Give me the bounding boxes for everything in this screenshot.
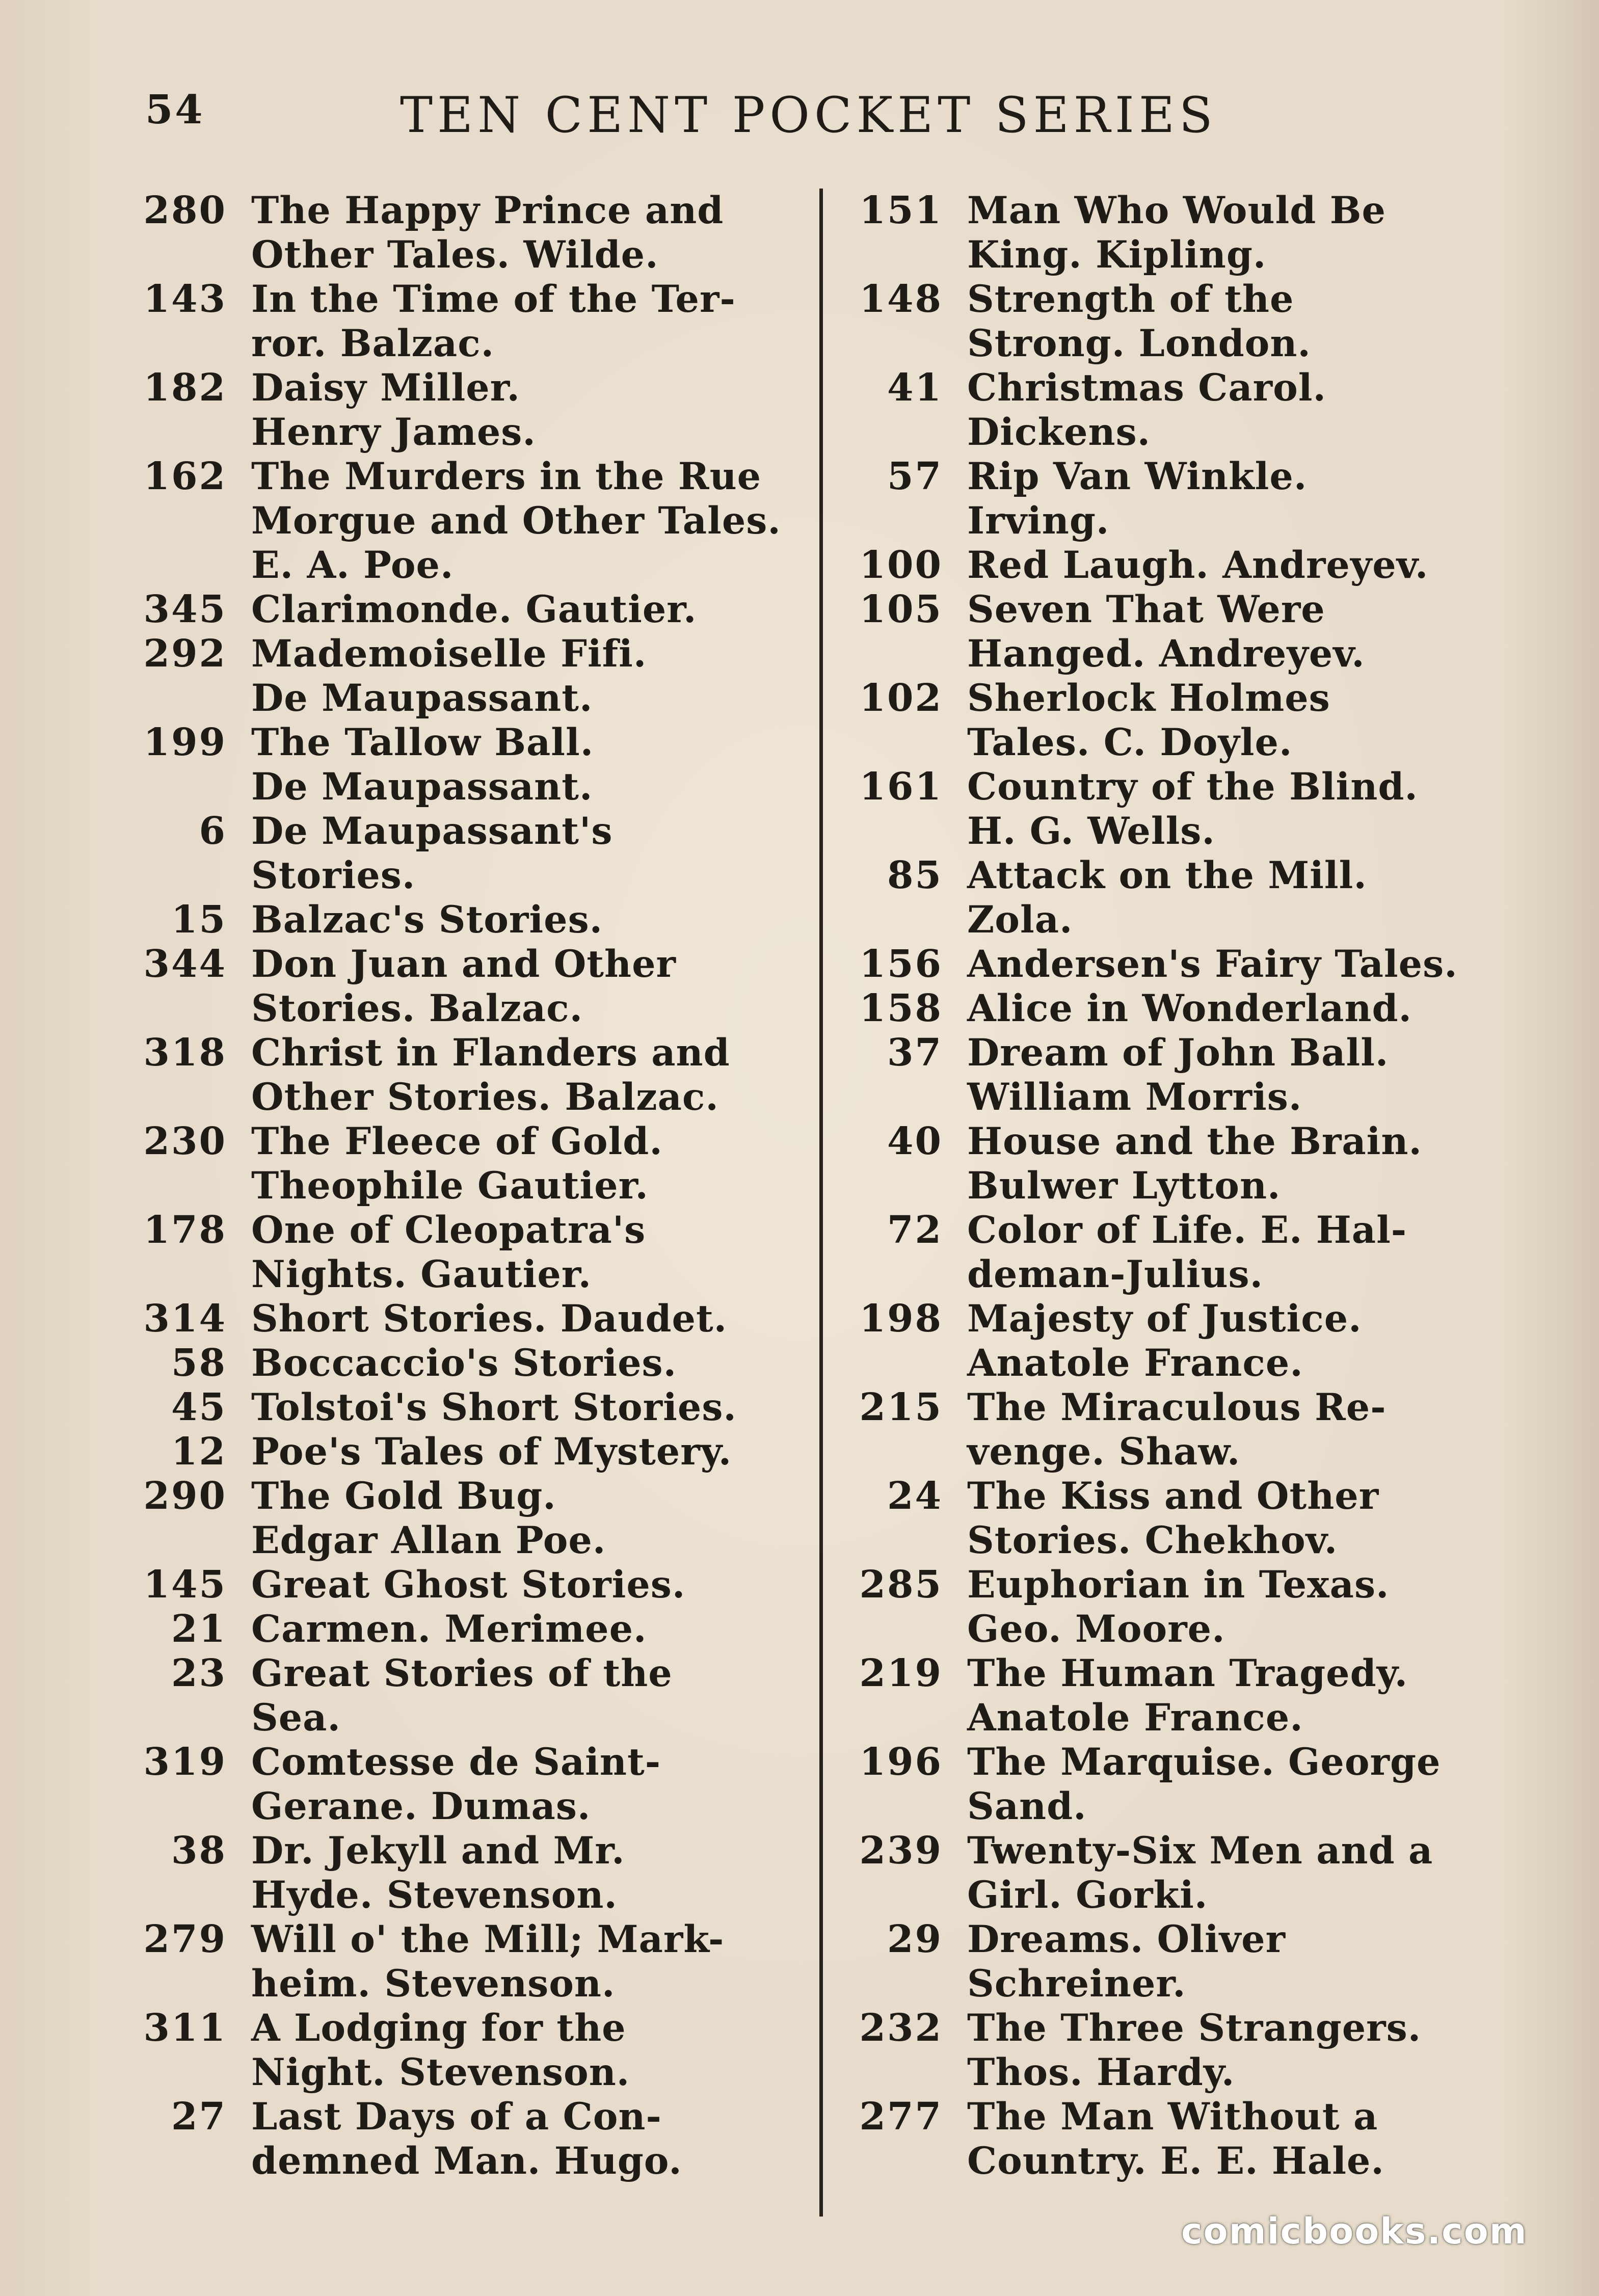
catalog-entry [127, 720, 790, 809]
entry-title [227, 809, 790, 898]
entry-line: Henry James. [251, 410, 536, 454]
entry-number: 161 [859, 765, 943, 809]
entry-number: 162 [143, 455, 227, 498]
entry-number: 182 [143, 366, 227, 410]
entry-number: 37 [887, 1031, 943, 1075]
entry-line: Morgue and Other Tales. [251, 499, 781, 543]
entry-line: Hyde. Stevenson. [251, 1873, 618, 1917]
page-header [0, 87, 1599, 148]
entry-line: Gerane. Dumas. [251, 1784, 591, 1828]
entry-title [227, 942, 790, 1031]
entry-line: A Lodging for the [251, 2006, 626, 2050]
entry-title [227, 1385, 790, 1430]
entry-line: Tolstoi's Short Stories. [251, 1385, 737, 1429]
entry-line: Edgar Allan Poe. [251, 1518, 606, 1562]
entry-title [227, 1208, 790, 1297]
catalog-entry [846, 1651, 1518, 1740]
catalog-entry [846, 1740, 1518, 1829]
catalog-entry [846, 1031, 1518, 1119]
entry-title [227, 1829, 790, 1917]
catalog-entry [127, 1740, 790, 1829]
entry-title [227, 588, 790, 632]
catalog-entry [846, 942, 1518, 986]
catalog-entry [846, 1829, 1518, 1917]
left-column [127, 189, 790, 2183]
catalog-entry [127, 2095, 790, 2183]
entry-title [943, 1474, 1518, 1563]
entry-line: Stories. Balzac. [251, 986, 583, 1030]
entry-number: 277 [859, 2095, 943, 2139]
entry-number: 314 [143, 1297, 227, 1341]
entry-number: 102 [859, 676, 943, 720]
entry-title [943, 455, 1518, 543]
entry-line: Anatole France. [967, 1341, 1303, 1385]
entry-number: 15 [171, 898, 227, 942]
entry-line: Dream of John Ball. [967, 1031, 1389, 1075]
entry-title [943, 1208, 1518, 1297]
entry-line: The Three Strangers. [967, 2006, 1422, 2050]
entry-number: 319 [143, 1740, 227, 1784]
entry-line: Poe's Tales of Mystery. [251, 1430, 732, 1474]
entry-line: Christmas Carol. [967, 366, 1326, 410]
entry-line: E. A. Poe. [251, 543, 454, 587]
entry-title [943, 543, 1518, 588]
entry-line: Sherlock Holmes [967, 676, 1330, 720]
entry-title [943, 2095, 1518, 2183]
entry-number: 145 [143, 1563, 227, 1607]
entry-title [227, 1031, 790, 1119]
entry-number: 158 [859, 986, 943, 1030]
entry-line: De Maupassant. [251, 676, 593, 720]
catalog-entry [127, 1208, 790, 1297]
entry-line: William Morris. [967, 1075, 1302, 1119]
entry-title [227, 720, 790, 809]
entry-line: Thos. Hardy. [967, 2050, 1235, 2094]
entry-number: 40 [887, 1119, 943, 1163]
catalog-entry [127, 632, 790, 720]
catalog-entry [127, 1829, 790, 1917]
entry-number: 21 [171, 1607, 227, 1651]
catalog-entry [127, 1474, 790, 1563]
catalog-entry [846, 853, 1518, 942]
entry-line: The Gold Bug. [251, 1474, 556, 1518]
entry-number: 24 [887, 1474, 943, 1518]
column-divider [819, 189, 823, 2217]
entry-number: 105 [859, 588, 943, 631]
entry-number: 290 [143, 1474, 227, 1518]
entry-title [227, 1607, 790, 1651]
entry-line: The Human Tragedy. [967, 1651, 1408, 1695]
entry-number: 151 [859, 189, 943, 232]
entry-line: The Happy Prince and [251, 189, 724, 232]
catalog-entry [127, 898, 790, 942]
entry-title [227, 1474, 790, 1563]
entry-line: Clarimonde. Gautier. [251, 588, 697, 631]
entry-number: 199 [143, 720, 227, 764]
entry-number: 12 [171, 1430, 227, 1474]
entry-line: Night. Stevenson. [251, 2050, 630, 2094]
entry-line: Twenty-Six Men and a [967, 1829, 1433, 1873]
entry-title [227, 1430, 790, 1474]
entry-line: The Murders in the Rue [251, 455, 762, 498]
entry-line: Country of the Blind. [967, 765, 1418, 809]
entry-line: The Kiss and Other [967, 1474, 1379, 1518]
entry-line: The Man Without a [967, 2095, 1378, 2139]
entry-number: 239 [859, 1829, 943, 1873]
catalog-entry [846, 1474, 1518, 1563]
entry-line: Will o' the Mill; Mark- [251, 1917, 725, 1961]
entry-line: venge. Shaw. [967, 1430, 1241, 1474]
entry-title [943, 1297, 1518, 1385]
entry-number: 232 [859, 2006, 943, 2050]
watermark: comicbooks.com [1181, 2210, 1528, 2252]
entry-number: 215 [859, 1385, 943, 1429]
entry-number: 100 [859, 543, 943, 587]
entry-title [943, 1829, 1518, 1917]
catalog-entry [127, 1119, 790, 1208]
catalog-entry [127, 1297, 790, 1341]
entry-number: 38 [171, 1829, 227, 1873]
catalog-entry [127, 809, 790, 898]
entry-number: 156 [859, 942, 943, 986]
entry-title [943, 1563, 1518, 1651]
entry-line: Dickens. [967, 410, 1151, 454]
entry-line: King. Kipling. [967, 233, 1267, 277]
entry-line: The Miraculous Re- [967, 1385, 1387, 1429]
entry-line: Color of Life. E. Hal- [967, 1208, 1407, 1252]
entry-number: 45 [171, 1385, 227, 1429]
entry-title [227, 277, 790, 366]
entry-title [227, 2006, 790, 2095]
entry-line: Strong. London. [967, 322, 1311, 365]
catalog-entry [127, 1031, 790, 1119]
catalog-entry [127, 1563, 790, 1607]
entry-line: Stories. [251, 853, 416, 897]
entry-title [227, 455, 790, 588]
entry-line: Christ in Flanders and [251, 1031, 730, 1075]
entry-line: Schreiner. [967, 1962, 1186, 2006]
entry-line: Other Stories. Balzac. [251, 1075, 719, 1119]
entry-number: 143 [143, 277, 227, 321]
entry-title [227, 189, 790, 277]
catalog-entry [846, 2006, 1518, 2095]
entry-line: Comtesse de Saint- [251, 1740, 661, 1784]
entry-number: 23 [171, 1651, 227, 1695]
entry-line: ror. Balzac. [251, 322, 495, 365]
entry-number: 318 [143, 1031, 227, 1075]
entry-title [943, 853, 1518, 942]
entry-title [943, 676, 1518, 765]
entry-line: In the Time of the Ter- [251, 277, 736, 321]
entry-line: Sea. [251, 1696, 341, 1740]
entry-line: Strength of the [967, 277, 1294, 321]
entry-number: 57 [887, 455, 943, 498]
entry-line: Country. E. E. Hale. [967, 2139, 1384, 2183]
entry-title [943, 1917, 1518, 2006]
entry-line: The Tallow Ball. [251, 720, 594, 764]
catalog-entry [846, 588, 1518, 676]
catalog-entry [127, 1917, 790, 2006]
catalog-entry [846, 2095, 1518, 2183]
entry-line: De Maupassant's [251, 809, 613, 853]
catalog-entry [846, 676, 1518, 765]
catalog-entry [846, 1208, 1518, 1297]
entry-line: The Fleece of Gold. [251, 1119, 663, 1163]
catalog-entry [846, 1563, 1518, 1651]
entry-number: 41 [887, 366, 943, 410]
entry-number: 344 [143, 942, 227, 986]
entry-title [943, 1651, 1518, 1740]
entry-line: Don Juan and Other [251, 942, 677, 986]
entry-number: 292 [143, 632, 227, 676]
entry-title [227, 2095, 790, 2183]
entry-title [227, 366, 790, 455]
entry-line: Seven That Were [967, 588, 1325, 631]
entry-line: heim. Stevenson. [251, 1962, 616, 2006]
entry-line: H. G. Wells. [967, 809, 1215, 853]
entry-title [943, 366, 1518, 455]
right-column [846, 189, 1518, 2183]
entry-line: Zola. [967, 898, 1073, 942]
entry-title [227, 1563, 790, 1607]
entry-title [227, 1297, 790, 1341]
catalog-entry [127, 588, 790, 632]
entry-line: Rip Van Winkle. [967, 455, 1308, 498]
entry-line: Attack on the Mill. [967, 853, 1367, 897]
entry-title [943, 1385, 1518, 1474]
catalog-entry [127, 942, 790, 1031]
catalog-entry [846, 1917, 1518, 2006]
entry-number: 58 [171, 1341, 227, 1385]
entry-number: 198 [859, 1297, 943, 1341]
entry-number: 280 [143, 189, 227, 232]
entry-line: Dreams. Oliver [967, 1917, 1286, 1961]
catalog-entry [846, 277, 1518, 366]
entry-line: Tales. C. Doyle. [967, 720, 1293, 764]
entry-number: 219 [859, 1651, 943, 1695]
catalog-entry [127, 189, 790, 277]
entry-number: 345 [143, 588, 227, 631]
entry-title [943, 1031, 1518, 1119]
entry-line: The Marquise. George [967, 1740, 1441, 1784]
entry-line: Nights. Gautier. [251, 1252, 592, 1296]
entry-line: De Maupassant. [251, 765, 593, 809]
entry-title [943, 942, 1518, 986]
catalog-entry [127, 1341, 790, 1385]
entry-line: House and the Brain. [967, 1119, 1422, 1163]
entry-number: 72 [887, 1208, 943, 1252]
entry-title [943, 765, 1518, 853]
entry-line: Mademoiselle Fifi. [251, 632, 647, 676]
entry-line: Andersen's Fairy Tales. [967, 942, 1458, 986]
entry-title [943, 986, 1518, 1031]
entry-title [227, 1119, 790, 1208]
entry-number: 85 [887, 853, 943, 897]
entry-line: Sand. [967, 1784, 1087, 1828]
entry-line: Majesty of Justice. [967, 1297, 1362, 1341]
entry-number: 148 [859, 277, 943, 321]
catalog-entry [846, 986, 1518, 1031]
entry-number: 6 [199, 809, 227, 853]
entry-title [943, 277, 1518, 366]
entry-line: Theophile Gautier. [251, 1164, 649, 1208]
entry-line: Hanged. Andreyev. [967, 632, 1365, 676]
entry-line: Bulwer Lytton. [967, 1164, 1281, 1208]
entry-title [943, 2006, 1518, 2095]
entry-line: Alice in Wonderland. [967, 986, 1412, 1030]
catalog-entry [846, 189, 1518, 277]
catalog-entry [127, 366, 790, 455]
entry-line: Last Days of a Con- [251, 2095, 662, 2139]
entry-number: 178 [143, 1208, 227, 1252]
entry-number: 285 [859, 1563, 943, 1607]
entry-number: 29 [887, 1917, 943, 1961]
entry-title [227, 1651, 790, 1740]
entry-title [943, 1119, 1518, 1208]
entry-title [943, 189, 1518, 277]
catalog-entry [846, 543, 1518, 588]
entry-line: Euphorian in Texas. [967, 1563, 1390, 1607]
entry-number: 311 [143, 2006, 227, 2050]
catalog-entry [846, 1119, 1518, 1208]
page-number: 54 [145, 87, 205, 133]
entry-number: 279 [143, 1917, 227, 1961]
catalog-entry [846, 1385, 1518, 1474]
entry-line: Balzac's Stories. [251, 898, 603, 942]
catalog-entry [846, 1297, 1518, 1385]
running-title: TEN CENT POCKET SERIES [400, 87, 1217, 144]
entry-line: Dr. Jekyll and Mr. [251, 1829, 625, 1873]
entry-line: Stories. Chekhov. [967, 1518, 1338, 1562]
entry-line: Geo. Moore. [967, 1607, 1225, 1651]
entry-line: Red Laugh. Andreyev. [967, 543, 1429, 587]
entry-line: Other Tales. Wilde. [251, 233, 659, 277]
entry-line: Boccaccio's Stories. [251, 1341, 677, 1385]
entry-title [227, 898, 790, 942]
entry-line: Carmen. Merimee. [251, 1607, 647, 1651]
entry-line: Great Ghost Stories. [251, 1563, 686, 1607]
catalog-entry [127, 1430, 790, 1474]
catalog-entry [127, 455, 790, 588]
entry-line: deman-Julius. [967, 1252, 1264, 1296]
catalog-entry [127, 277, 790, 366]
catalog-entry [127, 2006, 790, 2095]
entry-line: Short Stories. Daudet. [251, 1297, 728, 1341]
entry-title [227, 632, 790, 720]
catalog-entry [127, 1651, 790, 1740]
entry-line: Daisy Miller. [251, 366, 520, 410]
entry-line: Irving. [967, 499, 1110, 543]
entry-number: 27 [171, 2095, 227, 2139]
entry-line: Girl. Gorki. [967, 1873, 1208, 1917]
entry-title [227, 1740, 790, 1829]
entry-line: Great Stories of the [251, 1651, 673, 1695]
catalog-entry [127, 1607, 790, 1651]
entry-title [227, 1341, 790, 1385]
entry-number: 196 [859, 1740, 943, 1784]
entry-number: 230 [143, 1119, 227, 1163]
catalog-entry [127, 1385, 790, 1430]
entry-line: demned Man. Hugo. [251, 2139, 682, 2183]
catalog-entry [846, 366, 1518, 455]
catalog-entry [846, 455, 1518, 543]
catalog-entry [846, 765, 1518, 853]
entry-title [943, 588, 1518, 676]
entry-line: One of Cleopatra's [251, 1208, 646, 1252]
entry-line: Anatole France. [967, 1696, 1303, 1740]
entry-line: Man Who Would Be [967, 189, 1386, 232]
entry-title [943, 1740, 1518, 1829]
entry-title [227, 1917, 790, 2006]
